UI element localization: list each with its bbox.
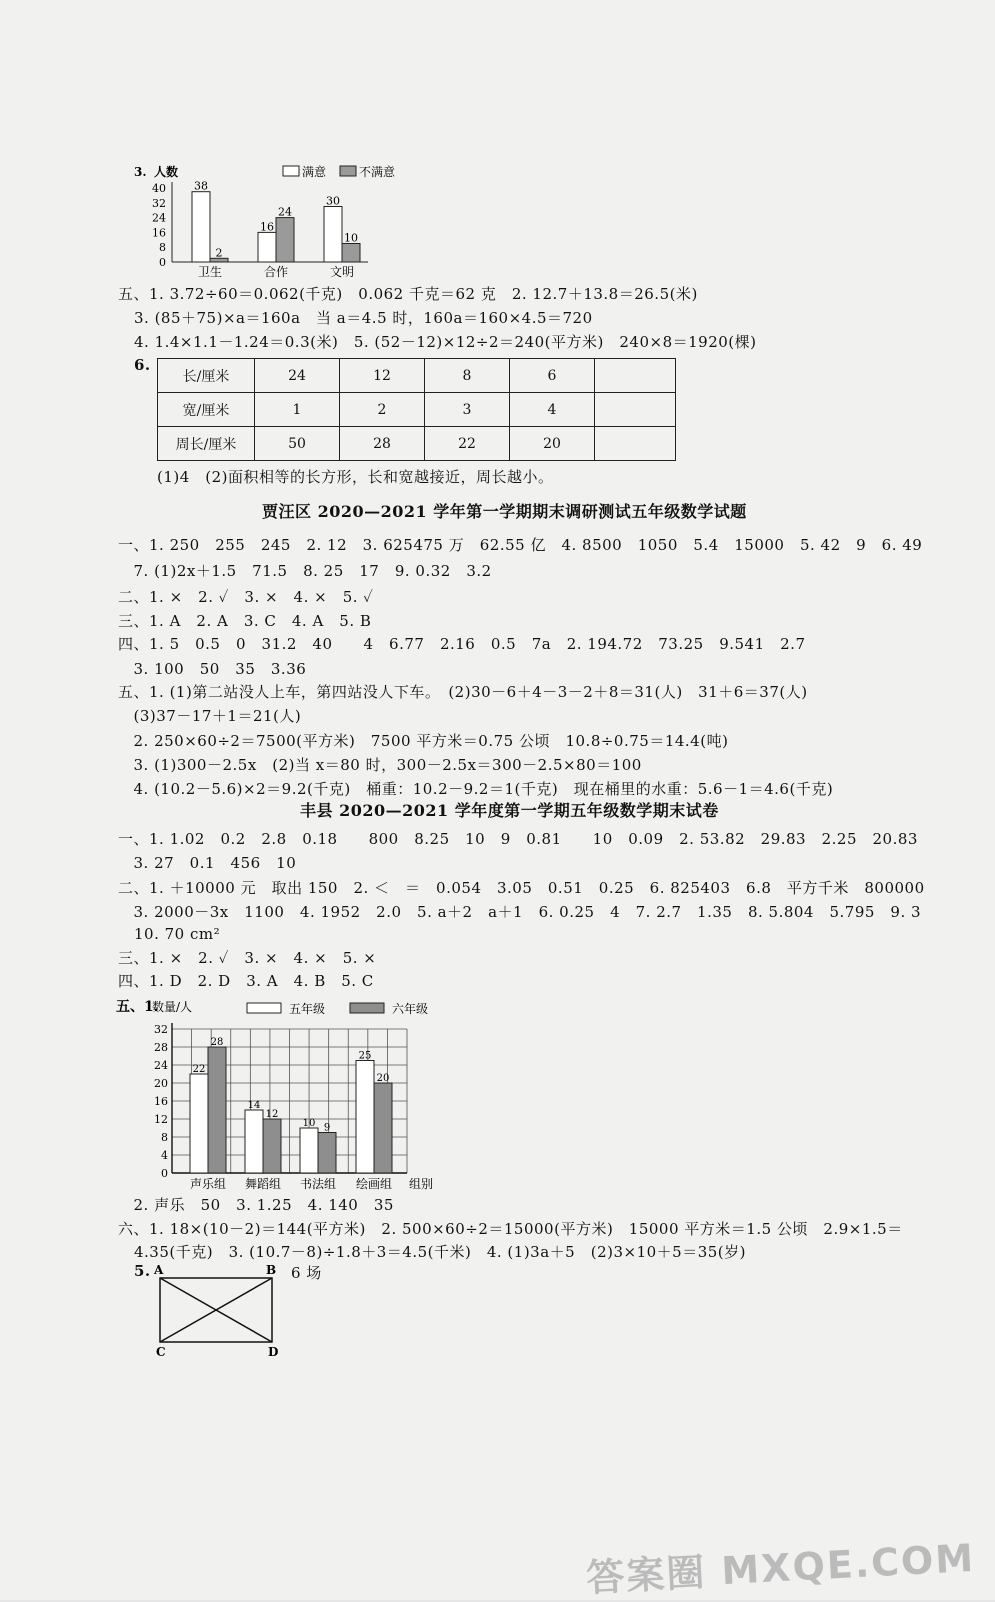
category-label: 舞蹈组 <box>244 1177 282 1191</box>
chart2-label-no: 五、1. <box>116 999 159 1015</box>
legend-satisfied-label: 满意 <box>302 165 327 179</box>
bar-grade5 <box>356 1061 374 1174</box>
category-label: 卫生 <box>197 265 223 279</box>
sec2-line: 五、1. (1)第二站没人上车，第四站没人下车。 (2)30－6＋4－3－2＋8＝31(人) 31＋6＝37(人) <box>118 683 808 701</box>
sec3-title: 丰县 2020—2021 学年度第一学期五年级数学期末试卷 <box>300 801 719 820</box>
q5-answer: 6 场 <box>291 1264 322 1282</box>
y-tick-label: 32 <box>154 1023 168 1036</box>
bar-grade6 <box>263 1119 281 1173</box>
table-row <box>158 393 676 427</box>
sec2-line: 3. (1)300－2.5x (2)当 x＝80 时，300－2.5x＝300－2.5×80＝100 <box>118 756 642 774</box>
table-header: 周长/厘米 <box>158 427 255 461</box>
sec3-line: 3. 2000－3x 1100 4. 1952 2.0 5. a＋2 a＋1 6. 0.25 4 7. 2.7 1.35 8. 5.804 5.795 9. 3 <box>118 903 922 921</box>
data-label-grade5: 14 <box>247 1100 261 1111</box>
legend-grade5-label: 五年级 <box>289 1002 326 1016</box>
bar-grade6 <box>318 1133 336 1174</box>
y-tick-label: 32 <box>152 196 166 210</box>
sec2-line: 三、1. A 2. A 3. C 4. A 5. B <box>118 612 372 630</box>
sec3-line: 三、1. × 2. ✓ 3. × 4. × 5. × <box>118 949 377 967</box>
bar-satisfied <box>192 192 210 262</box>
chart-satisfaction <box>128 160 428 285</box>
y-tick-label: 4 <box>161 1149 168 1162</box>
y-tick-label: 8 <box>159 241 166 255</box>
y-tick-label: 8 <box>161 1131 168 1144</box>
data-label-unsatisfied: 24 <box>278 205 292 219</box>
bar-satisfied <box>324 207 342 263</box>
sec2-line: 四、1. 5 0.5 0 31.2 40 4 6.77 2.16 0.5 7a 2. 194.72 73.25 9.541 2.7 <box>118 635 806 653</box>
table-cell: 2 <box>340 393 425 427</box>
sec2-line: 二、1. × 2. ✓ 3. × 4. × 5. ✓ <box>118 588 374 606</box>
table-cell: 28 <box>340 427 425 461</box>
sec3-line: 四、1. D 2. D 3. A 4. B 5. C <box>118 972 374 990</box>
table-header: 长/厘米 <box>158 359 255 393</box>
sec2-line: (3)37－17＋1＝21(人) <box>118 707 302 725</box>
chart2-legend <box>247 1001 428 1016</box>
data-label-satisfied: 30 <box>326 194 340 208</box>
watermark-logo: 答案圈 MXQE.COM <box>585 1535 977 1601</box>
sec2-line: 3. 100 50 35 3.36 <box>118 660 307 678</box>
bar-grade6 <box>374 1083 392 1173</box>
category-label: 文明 <box>329 265 355 279</box>
data-label-grade6: 20 <box>376 1073 390 1084</box>
table-cell: 1 <box>255 393 340 427</box>
legend-grade5-swatch <box>247 1003 281 1013</box>
chart-groups <box>112 995 452 1195</box>
data-label-unsatisfied: 2 <box>215 246 223 260</box>
sec1-table-no: 6. <box>134 356 151 374</box>
legend-satisfied-swatch <box>283 166 299 176</box>
y-tick-label: 24 <box>152 211 166 225</box>
bar-grade5 <box>245 1110 263 1173</box>
chart1-ylabel: 人数 <box>154 165 179 179</box>
data-label-grade5: 10 <box>302 1118 316 1129</box>
table-header: 宽/厘米 <box>158 393 255 427</box>
data-label-grade5: 25 <box>358 1050 372 1062</box>
sec2-line: 4. (10.2－5.6)×2＝9.2(千克) 桶重：10.2－9.2＝1(千克) 现在桶里的水重：5.6－1＝4.6(千克) <box>118 780 834 798</box>
sec3-line: 4.35(千克) 3. (10.7－8)÷1.8＋3＝4.5(千米) 4. (1)3a＋5 (2)3×10＋5＝35(岁) <box>134 1243 746 1261</box>
rectangle-diagram <box>150 1262 290 1362</box>
sec2-line: 7. (1)2x＋1.5 71.5 8. 25 17 9. 0.32 3.2 <box>118 562 492 580</box>
table-cell: 8 <box>425 359 510 393</box>
table-cell: 50 <box>255 427 340 461</box>
data-label-satisfied: 38 <box>194 179 208 193</box>
data-label-grade6: 9 <box>323 1122 331 1134</box>
table-cell <box>595 359 676 393</box>
sec2-line: 2. 250×60÷2＝7500(平方米) 7500 平方米＝0.75 公顷 10.8÷0.75＝14.4(吨) <box>118 732 729 750</box>
sec3-line: 3. 27 0.1 456 10 <box>118 854 297 872</box>
vertex-c: C <box>156 1345 166 1359</box>
y-tick-label: 12 <box>154 1113 168 1126</box>
y-tick-label: 16 <box>154 1095 168 1108</box>
sec2-line: 一、1. 250 255 245 2. 12 3. 625475 万 62.55 亿 4. 8500 1050 5.4 15000 5. 42 9 6. 49 <box>118 536 923 554</box>
vertex-d: D <box>268 1345 279 1359</box>
chart1-legend <box>283 164 395 179</box>
table-cell <box>595 393 676 427</box>
legend-unsatisfied-label: 不满意 <box>359 165 396 179</box>
table-cell: 12 <box>340 359 425 393</box>
table-cell: 4 <box>510 393 595 427</box>
data-label-grade6: 12 <box>265 1109 279 1120</box>
sec3-line: 六、1. 18×(10－2)＝144(平方米) 2. 500×60÷2＝15000(平方米) 15000 平方米＝1.5 公顷 2.9×1.5＝ <box>118 1220 903 1238</box>
bar-unsatisfied <box>276 218 294 262</box>
bar-grade6 <box>208 1047 226 1173</box>
length-width-table <box>157 358 676 461</box>
category-label: 绘画组 <box>355 1177 393 1191</box>
category-label: 声乐组 <box>189 1177 227 1191</box>
table-row <box>158 427 676 461</box>
data-label-unsatisfied: 10 <box>344 231 358 245</box>
table-cell <box>595 427 676 461</box>
y-tick-label: 28 <box>154 1041 168 1054</box>
legend-grade6-swatch <box>350 1003 384 1013</box>
vertex-a: A <box>154 1263 164 1277</box>
y-tick-label: 16 <box>152 226 166 240</box>
sec3-line: 10. 70 cm² <box>134 925 221 943</box>
x-axis-label: 组别 <box>408 1177 434 1191</box>
chart1-label-no: 3. <box>134 165 147 179</box>
table-cell: 3 <box>425 393 510 427</box>
bar-unsatisfied <box>342 244 360 263</box>
sec1-line-2: 3. (85＋75)×a＝160a 当 a＝4.5 时，160a＝160×4.5＝720 <box>134 309 593 327</box>
table-cell: 20 <box>510 427 595 461</box>
legend-unsatisfied-swatch <box>340 166 356 176</box>
data-label-grade6: 28 <box>210 1037 224 1048</box>
y-tick-label: 24 <box>154 1059 168 1072</box>
sec3-line: 一、1. 1.02 0.2 2.8 0.18 800 8.25 10 9 0.81 10 0.09 2. 53.82 29.83 2.25 20.83 <box>118 830 918 848</box>
chart2-ylabel: 数量/人 <box>152 1000 193 1014</box>
table-cell: 6 <box>510 359 595 393</box>
sec3-line: 2. 声乐 50 3. 1.25 4. 140 35 <box>118 1196 394 1214</box>
sec1-note: (1)4 (2)面积相等的长方形，长和宽越接近，周长越小。 <box>157 468 554 486</box>
bar-grade5 <box>300 1128 318 1173</box>
y-tick-label: 0 <box>161 1167 168 1180</box>
table-row <box>158 359 676 393</box>
sec1-line-1: 五、1. 3.72÷60＝0.062(千克) 0.062 千克＝62 克 2. 12.7＋13.8＝26.5(米) <box>118 285 698 303</box>
y-tick-label: 40 <box>152 182 166 195</box>
sec2-title: 贾汪区 2020—2021 学年第一学期期末调研测试五年级数学试题 <box>262 502 747 521</box>
bar-satisfied <box>258 232 276 262</box>
bar-grade5 <box>190 1074 208 1173</box>
sec3-line: 二、1. ＋10000 元 取出 150 2. ＜ ＝ 0.054 3.05 0.51 0.25 6. 825403 6.8 平方千米 800000 <box>118 879 925 897</box>
legend-grade6-label: 六年级 <box>392 1002 429 1016</box>
table-cell: 22 <box>425 427 510 461</box>
data-label-grade5: 22 <box>192 1064 206 1075</box>
category-label: 合作 <box>263 265 289 279</box>
sec1-line-3: 4. 1.4×1.1－1.24＝0.3(米) 5. (52－12)×12÷2＝240(平方米) 240×8＝1920(棵) <box>134 333 757 351</box>
table-cell: 24 <box>255 359 340 393</box>
vertex-b: B <box>266 1263 277 1277</box>
y-tick-label: 20 <box>154 1077 168 1090</box>
q5-no: 5. <box>134 1262 151 1280</box>
category-label: 书法组 <box>299 1177 337 1191</box>
data-label-satisfied: 16 <box>260 220 274 234</box>
y-tick-label: 0 <box>159 256 166 269</box>
